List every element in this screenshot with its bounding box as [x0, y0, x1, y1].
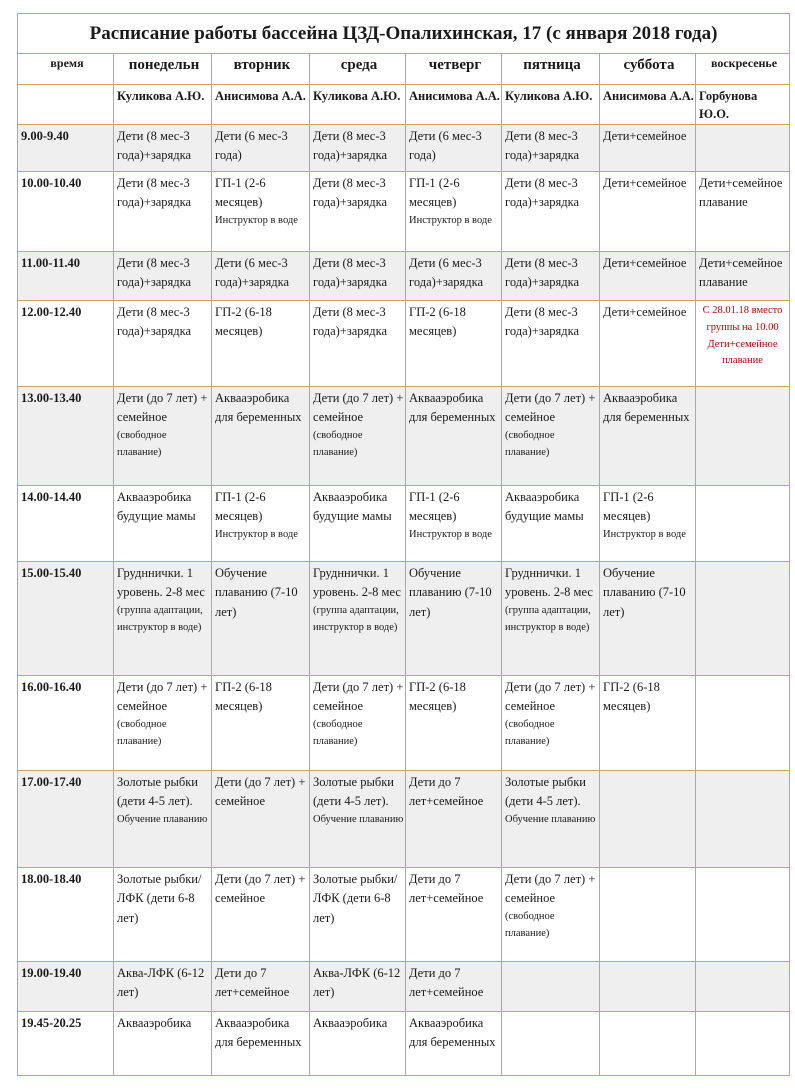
day-header-sat: суббота — [600, 54, 696, 85]
activity-text: Дети+семейное — [603, 305, 687, 319]
schedule-cell-tue — [212, 125, 310, 172]
instructor-mon: Куликова А.Ю. — [114, 85, 212, 125]
time-slot: 9.00-9.40 — [18, 125, 114, 172]
schedule-cell-thu — [406, 562, 502, 676]
activity-text: Дети (до 7 лет) + семейное — [313, 391, 404, 425]
instructor-wed: Куликова А.Ю. — [310, 85, 406, 125]
activity-note: Инструктор в воде — [603, 528, 686, 540]
schedule-row — [18, 868, 790, 962]
schedule-cell-fri — [502, 252, 600, 301]
time-slot: 19.00-19.40 — [18, 962, 114, 1012]
schedule-cell-thu — [406, 962, 502, 1012]
activity-note: Инструктор в воде — [409, 214, 492, 226]
activity-text: Дети (до 7 лет) + семейное — [215, 775, 306, 809]
instructor-tue: Анисимова А.А. — [212, 85, 310, 125]
activity-text: Дети (до 7 лет) + семейное — [313, 680, 404, 714]
schedule-cell-fri — [502, 301, 600, 387]
schedule-cell-fri — [502, 962, 600, 1012]
schedule-cell-fri — [502, 771, 600, 868]
schedule-cell-sun — [696, 387, 790, 486]
activity-text: Обучение плаванию (7-10 лет) — [409, 566, 492, 619]
activity-text: Аквааэробика — [117, 1016, 192, 1030]
activity-text: Аква-ЛФК (6-12 лет) — [117, 966, 205, 1000]
activity-text: Аквааэробика будущие мамы — [505, 490, 584, 524]
activity-text: Золотые рыбки (дети 4-5 лет). — [313, 775, 394, 809]
activity-text: Аквааэробика для беременных — [409, 391, 496, 425]
schedule-cell-mon — [114, 676, 212, 771]
schedule-cell-tue — [212, 486, 310, 562]
time-column-header: время — [18, 54, 114, 85]
activity-text: Дети до 7 лет+семейное — [215, 966, 290, 1000]
activity-text: Обучение плаванию (7-10 лет) — [603, 566, 686, 619]
schedule-cell-sun — [696, 562, 790, 676]
schedule-cell-sun — [696, 1012, 790, 1076]
schedule-cell-fri — [502, 387, 600, 486]
header-row — [18, 54, 790, 85]
schedule-cell-wed — [310, 771, 406, 868]
instructor-thu: Анисимова А.А. — [406, 85, 502, 125]
schedule-table — [17, 13, 790, 1076]
page-title: Расписание работы бассейна ЦЗД-Опалихинская, 17 (с января 2018 года) — [18, 14, 790, 54]
schedule-cell-fri — [502, 868, 600, 962]
activity-text: Дети (6 мес-3 года)+зарядка — [409, 256, 484, 290]
activity-text: ГП-1 (2-6 месяцев) — [215, 176, 266, 210]
activity-text: Аквааэробика — [313, 1016, 388, 1030]
activity-text: Дети (до 7 лет) + семейное — [117, 680, 208, 714]
activity-note: (группа адаптации, инструктор в воде) — [505, 604, 591, 633]
activity-text: Дети+семейное плавание — [699, 256, 783, 290]
schedule-cell-wed — [310, 125, 406, 172]
activity-text: Аквааэробика будущие мамы — [313, 490, 392, 524]
schedule-cell-mon — [114, 486, 212, 562]
schedule-cell-sat — [600, 868, 696, 962]
activity-text: ГП-2 (6-18 месяцев) — [409, 680, 466, 714]
schedule-cell-wed — [310, 676, 406, 771]
schedule-cell-fri — [502, 172, 600, 252]
schedule-cell-wed — [310, 486, 406, 562]
schedule-cell-sun — [696, 486, 790, 562]
schedule-cell-wed — [310, 172, 406, 252]
schedule-cell-wed — [310, 301, 406, 387]
time-slot: 12.00-12.40 — [18, 301, 114, 387]
schedule-cell-tue — [212, 962, 310, 1012]
schedule-row — [18, 252, 790, 301]
activity-note: (свободное плавание) — [117, 718, 167, 747]
schedule-cell-sat — [600, 562, 696, 676]
activity-text: ГП-2 (6-18 месяцев) — [409, 305, 466, 339]
schedule-cell-thu — [406, 676, 502, 771]
activity-note: (группа адаптации, инструктор в воде) — [313, 604, 399, 633]
activity-text: Дети (до 7 лет) + семейное — [505, 680, 596, 714]
schedule-cell-thu — [406, 252, 502, 301]
day-header-wed: среда — [310, 54, 406, 85]
schedule-row — [18, 962, 790, 1012]
schedule-row — [18, 1012, 790, 1076]
schedule-cell-thu — [406, 771, 502, 868]
activity-text: Дети+семейное — [603, 176, 687, 190]
schedule-row — [18, 387, 790, 486]
activity-text: Аквааэробика для беременных — [603, 391, 690, 425]
activity-text: Дети (8 мес-3 года)+зарядка — [505, 129, 580, 163]
activity-note: (свободное плавание) — [117, 429, 167, 458]
activity-text: Грудннички. 1 уровень. 2-8 мес — [117, 566, 205, 600]
activity-text: Дети (6 мес-3 года) — [409, 129, 482, 163]
schedule-cell-tue — [212, 771, 310, 868]
schedule-cell-thu — [406, 125, 502, 172]
schedule-cell-mon — [114, 868, 212, 962]
activity-text: Дети (8 мес-3 года)+зарядка — [505, 256, 580, 290]
schedule-cell-thu — [406, 387, 502, 486]
schedule-cell-thu — [406, 868, 502, 962]
activity-text: Грудннички. 1 уровень. 2-8 мес — [505, 566, 593, 600]
schedule-cell-tue — [212, 252, 310, 301]
day-header-sun: воскресенье — [696, 54, 790, 85]
schedule-cell-sun — [696, 868, 790, 962]
schedule-cell-wed — [310, 1012, 406, 1076]
schedule-cell-sat — [600, 172, 696, 252]
activity-text: Аквааэробика для беременных — [215, 391, 302, 425]
schedule-cell-tue — [212, 676, 310, 771]
schedule-cell-tue — [212, 172, 310, 252]
schedule-cell-fri — [502, 125, 600, 172]
activity-text: Дети+семейное — [603, 256, 687, 270]
activity-text: Дети (8 мес-3 года)+зарядка — [505, 176, 580, 210]
activity-text: Дети (8 мес-3 года)+зарядка — [117, 256, 192, 290]
schedule-cell-mon — [114, 562, 212, 676]
schedule-cell-sat — [600, 252, 696, 301]
activity-text: Дети (8 мес-3 года)+зарядка — [505, 305, 580, 339]
activity-text: Аква-ЛФК (6-12 лет) — [313, 966, 401, 1000]
activity-text: Обучение плаванию (7-10 лет) — [215, 566, 298, 619]
activity-text: ГП-2 (6-18 месяцев) — [603, 680, 660, 714]
instructor-row — [18, 85, 790, 125]
schedule-cell-fri — [502, 562, 600, 676]
activity-text: Золотые рыбки/ЛФК (дети 6-8 лет) — [117, 872, 202, 925]
activity-note: Инструктор в воде — [409, 528, 492, 540]
instructor-sat: Анисимова А.А. — [600, 85, 696, 125]
schedule-cell-mon — [114, 387, 212, 486]
activity-note: Инструктор в воде — [215, 214, 298, 226]
schedule-cell-thu — [406, 1012, 502, 1076]
activity-text: Дети (до 7 лет) + семейное — [215, 872, 306, 906]
time-slot: 15.00-15.40 — [18, 562, 114, 676]
day-header-mon: понедельн — [114, 54, 212, 85]
schedule-cell-mon — [114, 125, 212, 172]
schedule-cell-fri — [502, 1012, 600, 1076]
schedule-cell-fri — [502, 676, 600, 771]
activity-note: Инструктор в воде — [215, 528, 298, 540]
schedule-cell-tue — [212, 562, 310, 676]
activity-text: Дети (8 мес-3 года)+зарядка — [313, 176, 388, 210]
activity-text: Дети (6 мес-3 года) — [215, 129, 288, 163]
schedule-cell-tue — [212, 868, 310, 962]
time-slot: 10.00-10.40 — [18, 172, 114, 252]
activity-note: (свободное плавание) — [313, 429, 363, 458]
schedule-cell-thu — [406, 301, 502, 387]
activity-note: (свободное плавание) — [505, 429, 555, 458]
day-header-thu: четверг — [406, 54, 502, 85]
schedule-cell-wed — [310, 387, 406, 486]
schedule-cell-sat — [600, 1012, 696, 1076]
activity-text: ГП-2 (6-18 месяцев) — [215, 305, 272, 339]
time-slot: 13.00-13.40 — [18, 387, 114, 486]
schedule-cell-sun — [696, 125, 790, 172]
schedule-cell-sat — [600, 125, 696, 172]
activity-text: Золотые рыбки (дети 4-5 лет). — [117, 775, 198, 809]
schedule-cell-sat — [600, 301, 696, 387]
activity-note: (свободное плавание) — [313, 718, 363, 747]
schedule-cell-tue — [212, 1012, 310, 1076]
schedule-cell-tue — [212, 301, 310, 387]
time-slot: 16.00-16.40 — [18, 676, 114, 771]
activity-text: Дети+семейное плавание — [699, 176, 783, 210]
schedule-cell-mon — [114, 252, 212, 301]
activity-text: Дети (8 мес-3 года)+зарядка — [313, 256, 388, 290]
title-row — [18, 14, 790, 54]
schedule-row — [18, 172, 790, 252]
schedule-cell-fri — [502, 486, 600, 562]
schedule-cell-sun — [696, 172, 790, 252]
schedule-cell-sun — [696, 676, 790, 771]
activity-text: Дети (8 мес-3 года)+зарядка — [117, 305, 192, 339]
schedule-cell-thu — [406, 486, 502, 562]
schedule-cell-sun — [696, 252, 790, 301]
time-slot: 19.45-20.25 — [18, 1012, 114, 1076]
schedule-cell-sat — [600, 676, 696, 771]
schedule-row — [18, 562, 790, 676]
activity-note: Обучение плаванию — [505, 813, 596, 825]
schedule-cell-sat — [600, 486, 696, 562]
activity-text: ГП-1 (2-6 месяцев) — [409, 490, 460, 524]
schedule-cell-mon — [114, 771, 212, 868]
schedule-row — [18, 771, 790, 868]
activity-text: Аквааэробика будущие мамы — [117, 490, 196, 524]
schedule-cell-mon — [114, 301, 212, 387]
activity-text: ГП-2 (6-18 месяцев) — [215, 680, 272, 714]
schedule-change-note: С 28.01.18 вместо группы на 10.00 Дети+семейное плавание — [702, 305, 783, 367]
schedule-cell-sat — [600, 771, 696, 868]
day-header-tue: вторник — [212, 54, 310, 85]
schedule-cell-tue — [212, 387, 310, 486]
schedule-cell-sun — [696, 962, 790, 1012]
schedule-row — [18, 301, 790, 387]
activity-text: Золотые рыбки (дети 4-5 лет). — [505, 775, 586, 809]
schedule-cell-mon — [114, 962, 212, 1012]
time-slot: 18.00-18.40 — [18, 868, 114, 962]
activity-text: Дети (8 мес-3 года)+зарядка — [117, 176, 192, 210]
schedule-cell-thu — [406, 172, 502, 252]
schedule-row — [18, 676, 790, 771]
activity-note: (группа адаптации, инструктор в воде) — [117, 604, 203, 633]
schedule-cell-mon — [114, 1012, 212, 1076]
activity-text: Дети до 7 лет+семейное — [409, 966, 484, 1000]
schedule-row — [18, 486, 790, 562]
schedule-cell-sun — [696, 771, 790, 868]
instructor-blank-cell — [18, 85, 114, 125]
schedule-cell-wed — [310, 252, 406, 301]
schedule-cell-wed — [310, 962, 406, 1012]
activity-text: Дети (8 мес-3 года)+зарядка — [117, 129, 192, 163]
activity-text: Дети (8 мес-3 года)+зарядка — [313, 305, 388, 339]
activity-text: Дети до 7 лет+семейное — [409, 775, 484, 809]
activity-note: (свободное плавание) — [505, 910, 555, 939]
schedule-cell-sun — [696, 301, 790, 387]
activity-text: ГП-1 (2-6 месяцев) — [603, 490, 654, 524]
activity-note: (свободное плавание) — [505, 718, 555, 747]
schedule-page — [17, 13, 789, 1084]
instructor-sun: Горбунова Ю.О. — [696, 85, 790, 125]
time-slot: 14.00-14.40 — [18, 486, 114, 562]
time-slot: 17.00-17.40 — [18, 771, 114, 868]
activity-note: Обучение плаванию — [117, 813, 208, 825]
activity-text: ГП-1 (2-6 месяцев) — [409, 176, 460, 210]
activity-text: Грудннички. 1 уровень. 2-8 мес — [313, 566, 401, 600]
activity-text: Дети (до 7 лет) + семейное — [505, 872, 596, 906]
activity-text: Дети (8 мес-3 года)+зарядка — [313, 129, 388, 163]
activity-text: Золотые рыбки/ЛФК (дети 6-8 лет) — [313, 872, 398, 925]
schedule-cell-sat — [600, 387, 696, 486]
schedule-row — [18, 125, 790, 172]
time-slot: 11.00-11.40 — [18, 252, 114, 301]
activity-text: Аквааэробика для беременных — [215, 1016, 302, 1050]
activity-text: Дети до 7 лет+семейное — [409, 872, 484, 906]
day-header-fri: пятница — [502, 54, 600, 85]
activity-text: Дети (6 мес-3 года)+зарядка — [215, 256, 290, 290]
activity-text: Аквааэробика для беременных — [409, 1016, 496, 1050]
activity-text: ГП-1 (2-6 месяцев) — [215, 490, 266, 524]
schedule-cell-mon — [114, 172, 212, 252]
activity-note: Обучение плаванию — [313, 813, 404, 825]
activity-text: Дети+семейное — [603, 129, 687, 143]
instructor-fri: Куликова А.Ю. — [502, 85, 600, 125]
schedule-cell-sat — [600, 962, 696, 1012]
activity-text: Дети (до 7 лет) + семейное — [117, 391, 208, 425]
activity-text: Дети (до 7 лет) + семейное — [505, 391, 596, 425]
schedule-cell-wed — [310, 562, 406, 676]
schedule-cell-wed — [310, 868, 406, 962]
